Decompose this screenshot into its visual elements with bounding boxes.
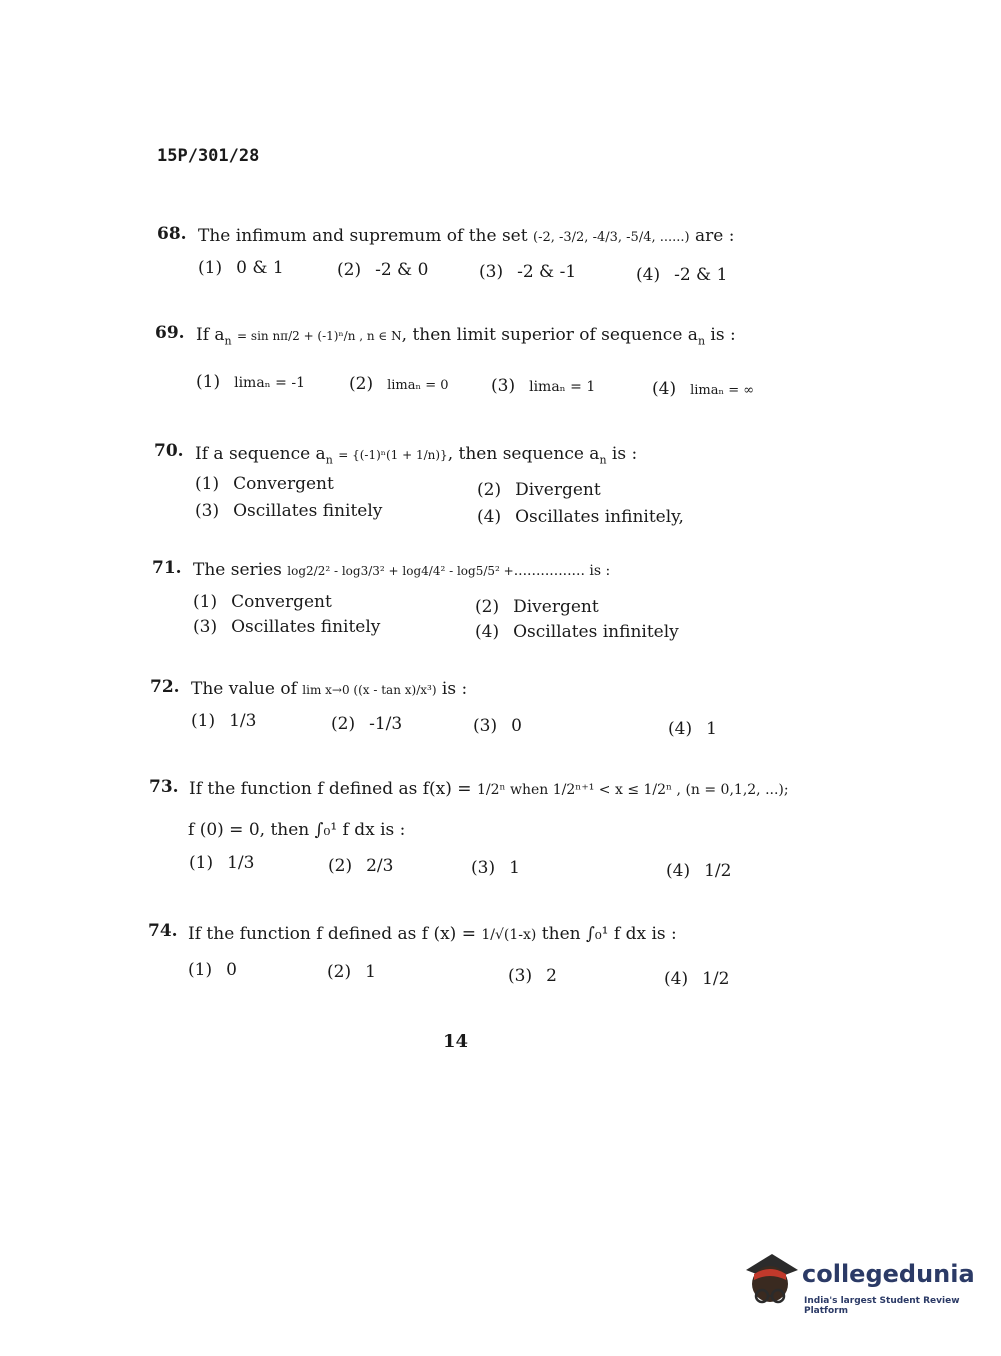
option-3: (3) Oscillates finitely bbox=[195, 501, 383, 521]
option-3: (3) -2 & -1 bbox=[479, 262, 577, 282]
option-4: (4) 1/2 bbox=[666, 861, 732, 881]
option-2: (2) limaₙ = 0 bbox=[349, 374, 449, 394]
option-1: (1) limaₙ = -1 bbox=[196, 372, 305, 392]
question-text-line-2: f (0) = 0, then ∫₀¹ f dx is : bbox=[188, 820, 406, 840]
mascot-logo-icon bbox=[740, 1250, 800, 1314]
brand-name: collegedunia bbox=[802, 1260, 975, 1288]
question-text: If a sequence $a_n = \{(-1)^n(1 + 1/n)\}$, then sequence $a_n$ is : bbox=[195, 444, 638, 467]
question-number: 72. bbox=[150, 677, 180, 697]
option-2: (2) 2/3 bbox=[328, 856, 394, 876]
option-3: (3) 2 bbox=[508, 966, 557, 986]
option-1: (1) 1/3 bbox=[191, 711, 257, 731]
option-1: (1) Convergent bbox=[193, 592, 332, 612]
option-2: (2) Divergent bbox=[477, 480, 601, 500]
option-2: (2) -2 & 0 bbox=[337, 260, 429, 280]
option-4: (4) limaₙ = ∞ bbox=[652, 379, 755, 399]
collegedunia-watermark bbox=[740, 1248, 975, 1318]
series-formula: log2/2² - log3/3² + log4/4² - log5/5² + bbox=[287, 564, 514, 578]
option-3: (3) limaₙ = 1 bbox=[491, 376, 596, 396]
option-4: (4) -2 & 1 bbox=[636, 265, 728, 285]
question-number: 71. bbox=[152, 558, 182, 578]
option-1: (1) 1/3 bbox=[189, 853, 255, 873]
option-3: (3) 0 bbox=[473, 716, 522, 736]
question-text: If $a_n = \sin n\pi/2 + (-1)^n/n$ , n ∈ N, then limit superior of sequence $a_n$ is : bbox=[196, 325, 736, 348]
paper-code: 15P/301/28 bbox=[157, 146, 260, 166]
page-number: 14 bbox=[443, 1031, 469, 1052]
option-3: (3) 1 bbox=[471, 858, 520, 878]
option-4: (4) Oscillates infinitely bbox=[475, 622, 679, 642]
sequence-formula: = sin nπ/2 + (-1)ⁿ/n , n ∈ N bbox=[237, 329, 402, 343]
option-1: (1) Convergent bbox=[195, 474, 334, 494]
option-4: (4) Oscillates infinitely, bbox=[477, 507, 684, 527]
limit-expression: lim x→0 ((x - tan x)/x³) bbox=[302, 683, 437, 697]
question-number: 74. bbox=[148, 921, 178, 941]
option-2: (2) Divergent bbox=[475, 597, 599, 617]
option-2: (2) -1/3 bbox=[331, 714, 403, 734]
question-text: The infimum and supremum of the set (-2, -3/2, -4/3, -5/4, ......) are : bbox=[198, 226, 735, 246]
function-definition: 1/2ⁿ when 1/2ⁿ⁺¹ < x ≤ 1/2ⁿ , (n = 0,1,2, ...); bbox=[476, 782, 789, 798]
sequence-formula: = {(-1)ⁿ(1 + 1/n)} bbox=[338, 448, 448, 462]
question-number: 68. bbox=[157, 224, 187, 244]
option-3: (3) Oscillates finitely bbox=[193, 617, 381, 637]
question-number: 69. bbox=[155, 323, 185, 343]
option-1: (1) 0 bbox=[188, 960, 237, 980]
question-text: The series log2/2² - log3/3² + log4/4² - log5/5² +................ is : bbox=[193, 560, 611, 580]
question-number: 70. bbox=[154, 441, 184, 461]
function-formula: 1/√(1-x) bbox=[481, 927, 537, 943]
option-4: (4) 1/2 bbox=[664, 969, 730, 989]
option-2: (2) 1 bbox=[327, 962, 376, 982]
set-expression: -2, -3/2, -4/3, -5/4, ...... bbox=[538, 230, 685, 245]
option-1: (1) 0 & 1 bbox=[198, 258, 284, 278]
question-text: The value of lim x→0 ((x - tan x)/x³) is : bbox=[191, 679, 468, 699]
question-text: If the function f defined as f (x) = 1/√(1-x) then ∫₀¹ f dx is : bbox=[188, 924, 677, 944]
brand-tagline: India's largest Student Review Platform bbox=[804, 1296, 960, 1316]
question-number: 73. bbox=[149, 777, 179, 797]
question-text: If the function f defined as f(x) = 1/2ⁿ when 1/2ⁿ⁺¹ < x ≤ 1/2ⁿ , (n = 0,1,2, ...); bbox=[189, 779, 789, 799]
option-4: (4) 1 bbox=[668, 719, 717, 739]
